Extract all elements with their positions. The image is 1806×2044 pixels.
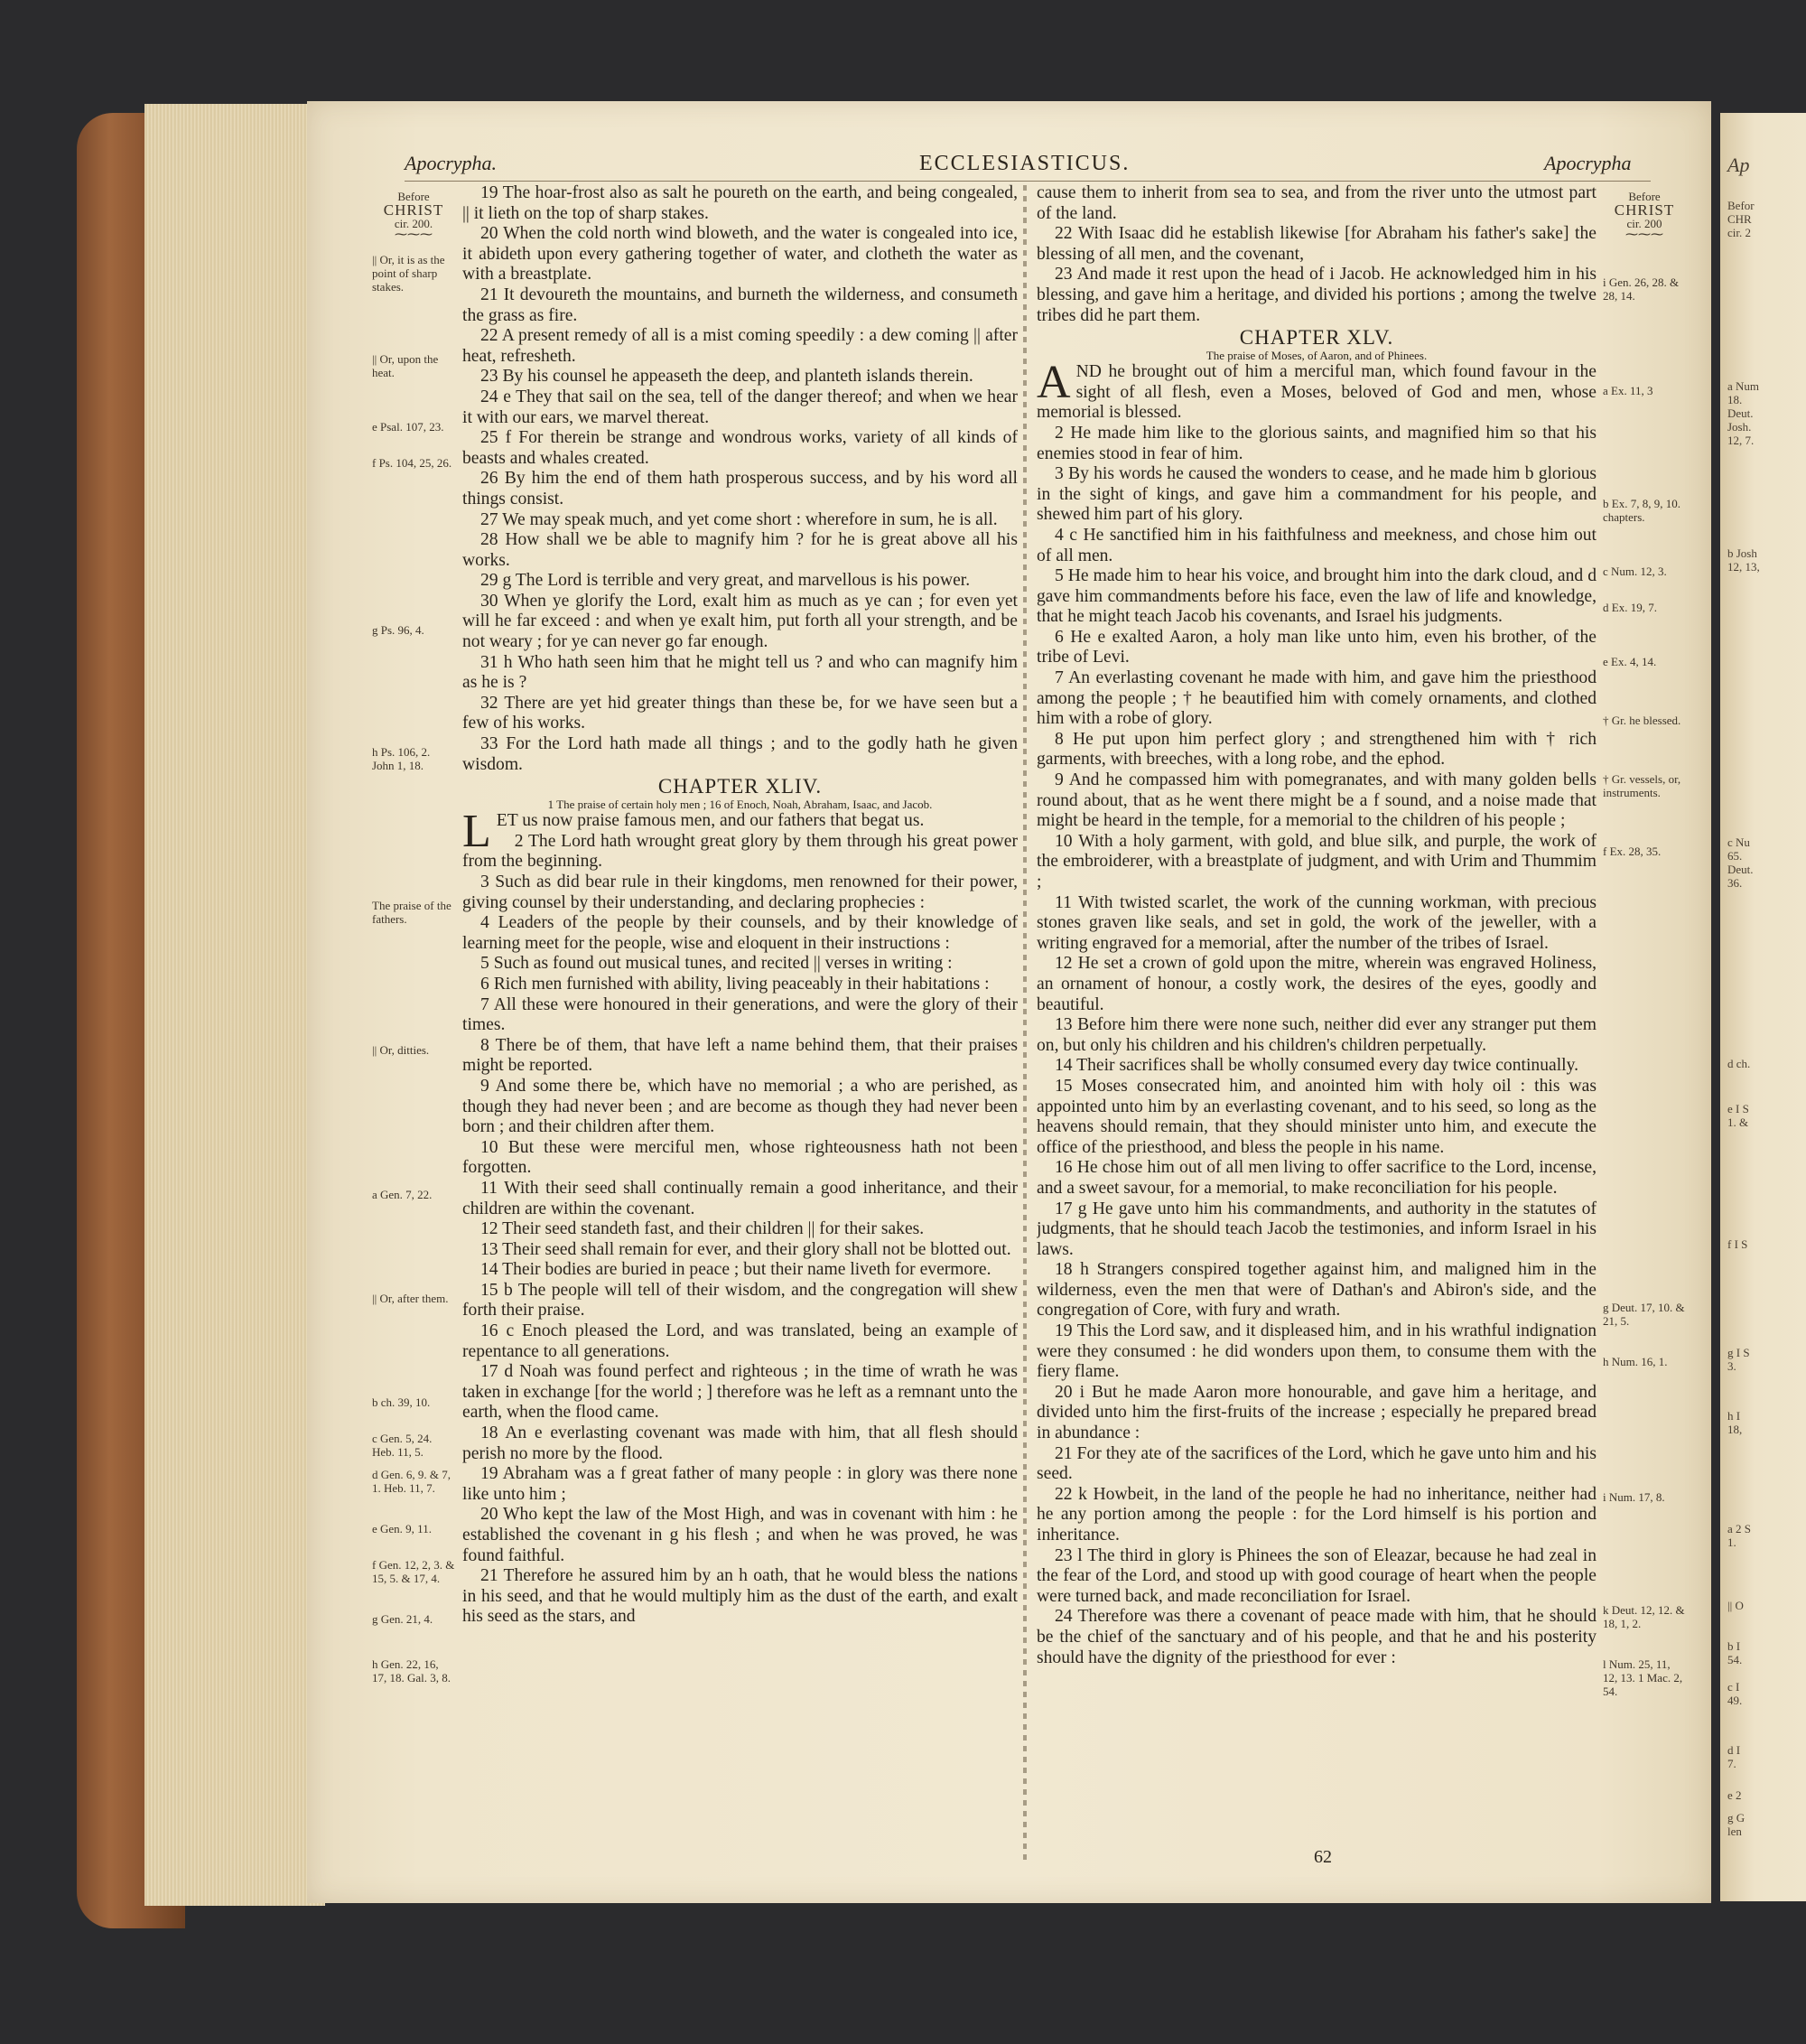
running-head-left: Apocrypha. — [405, 152, 498, 174]
margin-note: f Ps. 104, 25, 26. — [372, 456, 452, 470]
chapter-heading: CHAPTER XLIV. — [657, 775, 823, 798]
verse: 9 And he compassed him with pomegranates, and with many golden bells round about, that as he went there might be a f sound, and a noise made that might be heard in the temple, for a memorial to the children of his people ; — [1037, 770, 1597, 831]
margin-note: † Gr. he blessed. — [1603, 714, 1681, 727]
margin-note: e Gen. 9, 11. — [372, 1522, 432, 1535]
margin-note: † Gr. vessels, or, instruments. — [1603, 772, 1681, 799]
verse: 14 Their sacrifices shall be wholly consumed every day twice continually. — [1055, 1056, 1579, 1076]
verse: 21 It devoureth the mountains, and burneth the wilderness, and consumeth the grass as fire. — [462, 285, 1018, 325]
facing-page-fragment: 12, 13, — [1727, 560, 1760, 574]
running-head-title: ECCLESIASTICUS. — [919, 152, 1131, 175]
verse: 24 Therefore was there a covenant of peace made with him, that he should be the chief of the sanctuary and of his people, and that he and his posterity should have the dignity of the priesthood for ever : — [1037, 1607, 1597, 1667]
circa-label: cir. 200. — [394, 217, 433, 230]
facing-page-fragment: CHR — [1727, 212, 1752, 226]
chapter-summary: 1 The praise of certain holy men ; 16 of Enoch, Noah, Abraham, Isaac, and Jacob. — [547, 798, 933, 812]
verse: 30 When ye glorify the Lord, exalt him as much as ye can ; for even yet will he far exceed : and when ye exalt him, put forth all your strength, and be not weary ; for ye can never go far enough. — [462, 591, 1018, 652]
verse: 7 All these were honoured in their generations, and were the glory of their times. — [462, 994, 1018, 1035]
verse: 3 By his words he caused the wonders to cease, and he made him b glorious in the sight of kings, and gave him a commandment for his people, and shewed him part of his glory. — [1037, 464, 1597, 525]
margin-note: h Ps. 106, 2. John 1, 18. — [372, 745, 431, 772]
margin-note: h Num. 16, 1. — [1603, 1355, 1668, 1368]
facing-page-fragment: f I S — [1727, 1237, 1748, 1251]
left-margin-notes — [372, 190, 455, 1861]
verse: 16 He chose him out of all men living to offer sacrifice to the Lord, incense, and a sweet savour, for a memorial, to make reconciliation for his people. — [1037, 1158, 1597, 1198]
before-label: Before — [1628, 190, 1661, 203]
margin-note: k Deut. 12, 12. & 18, 1, 2. — [1603, 1603, 1685, 1630]
margin-note: e Ex. 4, 14. — [1603, 655, 1657, 668]
margin-note: || Or, upon the heat. — [372, 352, 439, 379]
margin-note: f Ex. 28, 35. — [1603, 845, 1662, 858]
verse: 8 He put upon him perfect glory ; and strengthened him with † rich garments, with breeches, with a long robe, and the ephod. — [1037, 729, 1597, 770]
verse: 21 For they ate of the sacrifices of the Lord, which he gave unto him and his seed. — [1037, 1443, 1597, 1484]
verse: 2 He made him like to the glorious saints, and magnified him so that his enemies stood in fear of him. — [1037, 423, 1597, 463]
verse: 33 For the Lord hath made all things ; and to the godly hath he given wisdom. — [462, 734, 1018, 774]
verse: 17 g He gave unto him his commandments, and authority in the statutes of judgments, that he should teach Jacob the testimonies, and inform Israel in his laws. — [1037, 1199, 1597, 1259]
verse: 4 Leaders of the people by their counsels, and by their knowledge of learning meet for the people, wise and eloquent in their instructions : — [462, 913, 1018, 953]
margin-note: b Ex. 7, 8, 9, 10. chapters. — [1603, 497, 1680, 524]
facing-page-fragment: c Nu — [1727, 835, 1750, 849]
margin-note: e Psal. 107, 23. — [372, 420, 444, 434]
facing-page-fragment: Ap — [1727, 154, 1750, 176]
facing-page-fragment: d ch. — [1727, 1057, 1751, 1070]
facing-page-fragment: b Josh — [1727, 546, 1757, 560]
verse: 14 Their bodies are buried in peace ; but their name liveth for evermore. — [480, 1260, 991, 1280]
facing-page-fragment: Befor — [1727, 199, 1755, 212]
facing-page-fragment: 12, 7. — [1727, 434, 1755, 447]
margin-note: c Num. 12, 3. — [1603, 565, 1667, 578]
verse: 18 An e everlasting covenant was made with him, that all flesh should perish no more by the flood. — [462, 1423, 1018, 1463]
verse: 2 The Lord hath wrought great glory by them through his great power from the beginning. — [462, 831, 1018, 872]
facing-page-fragment: len — [1727, 1825, 1742, 1838]
verse: 22 With Isaac did he establish likewise [for Abraham his father's sake] the blessing of all men, and the covenant, — [1037, 224, 1597, 264]
header-rule — [405, 181, 1651, 182]
margin-note: a Ex. 11, 3 — [1603, 384, 1653, 397]
facing-page-fragment: 65. — [1727, 849, 1743, 863]
verse: 15 b The people will tell of their wisdom, and the congregation will shew forth their praise. — [462, 1280, 1018, 1321]
facing-page-fragment: b I — [1727, 1639, 1741, 1653]
verse: 21 Therefore he assured him by an h oath, that he would bless the nations in his seed, and that he would multiply him as the dust of the earth, and exalt his seed as the stars, and — [462, 1566, 1018, 1627]
margin-note: || Or, after them. — [372, 1292, 449, 1305]
verse: 9 And some there be, which have no memorial ; a who are perished, as though they had never been ; and are become as though they had never been born ; and their children after them. — [462, 1076, 1018, 1137]
facing-page-fragment: a Num — [1727, 379, 1760, 393]
verse: 11 With twisted scarlet, the work of the cunning workman, with precious stones graven like seals, and set in gold, the work of the jeweller, with a writing engraved for a memorial, after the number of the tribes of Israel. — [1037, 892, 1597, 953]
facing-page-fragment: 36. — [1727, 876, 1743, 890]
column-divider — [1023, 185, 1027, 1861]
verse: 13 Their seed shall remain for ever, and their glory shall not be blotted out. — [480, 1239, 1011, 1259]
verse: 27 We may speak much, and yet come short : wherefore in sum, he is all. — [480, 509, 998, 529]
verse: 10 With a holy garment, with gold, and blue silk, and purple, the work of the embroiderer, with a breastplate of judgment, and with Urim and Thummim ; — [1037, 831, 1597, 891]
verse: AND he brought out of him a merciful man, which found favour in the sight of all flesh, even a Moses, beloved of God and men, whose memorial is blessed. — [1037, 357, 1597, 423]
facing-page-fragment: 1. — [1727, 1535, 1736, 1549]
verse: 28 How shall we be able to magnify him ? for he is great above all his works. — [462, 530, 1018, 570]
verse: 24 e They that sail on the sea, tell of the danger thereof; and when we hear it with our ears, we marvel thereat. — [462, 387, 1018, 427]
facing-page-fragment: e 2 — [1727, 1788, 1742, 1802]
facing-page-fragment: e I S — [1727, 1102, 1749, 1115]
christ-label: CHRIST — [1614, 201, 1675, 219]
facing-page-fragment: c I — [1727, 1680, 1740, 1694]
margin-note: f Gen. 12, 2, 3. & 15, 5. & 17, 4. — [372, 1558, 455, 1585]
chapter-heading: CHAPTER XLV. — [1239, 326, 1394, 350]
verse: 11 With their seed shall continually remain a good inheritance, and their children are within the covenant. — [462, 1178, 1018, 1218]
facing-page-fragment: 49. — [1727, 1694, 1743, 1707]
verse: 22 A present remedy of all is a mist coming speedily : a dew coming || after heat, refresheth. — [462, 326, 1018, 366]
verse: 3 Such as did bear rule in their kingdoms, men renowned for their power, giving counsel by their understanding, and declaring prophecies : — [462, 873, 1018, 912]
verse: 18 h Strangers conspired together against him, and maligned him in the wilderness, even the men that were of Dathan's and Abiron's side, and the congregation of Core, with fury and wrath. — [1037, 1260, 1597, 1321]
facing-page-fragment: Josh. — [1727, 420, 1752, 434]
verse: 23 And made it rest upon the head of i Jacob. He acknowledged him in his blessing, and gave him a heritage, and divided his portions ; among the twelve tribes did he part them. — [1037, 265, 1597, 325]
right-margin-notes — [1603, 190, 1686, 1861]
margin-note: b ch. 39, 10. — [372, 1395, 431, 1409]
verse: 25 f For therein be strange and wondrous works, variety of all kinds of beasts and whales created. — [462, 428, 1018, 468]
christ-label: CHRIST — [383, 201, 444, 219]
left-text-column — [462, 183, 1018, 1865]
chapter-summary: The praise of Moses, of Aaron, and of Phinees. — [1206, 349, 1428, 363]
facing-page-fragment: g G — [1727, 1811, 1745, 1825]
margin-note: d Ex. 19, 7. — [1603, 601, 1657, 614]
running-head-right: Apocrypha — [1544, 152, 1632, 174]
verse: 23 l The third in glory is Phinees the son of Eleazar, because he had zeal in the fear of the Lord, and stood up with good courage of heart when the people were turned back, and made reconciliation for Israel. — [1037, 1545, 1597, 1606]
verse: 8 There be of them, that have left a name behind them, that their praises might be reported. — [462, 1035, 1018, 1076]
verse: 10 But these were merciful men, whose righteousness hath not been forgotten. — [462, 1137, 1018, 1178]
verse: 6 He e exalted Aaron, a holy man like unto him, even his brother, of the tribe of Levi. — [1037, 627, 1597, 667]
ornament-icon: ⁓⁓⁓ — [1625, 229, 1663, 242]
verse: 19 The hoar-frost also as salt he poureth on the earth, and being congealed, || it lieth on the top of sharp stakes. — [462, 183, 1018, 223]
verse: 19 This the Lord saw, and it displeased him, and in his wrathful indignation were they consumed : he did wonders upon them, to consume them with the fiery flame. — [1037, 1321, 1597, 1382]
facing-page-fragment: a 2 S — [1727, 1522, 1751, 1535]
verse: 26 By him the end of them hath prosperous success, and by his word all things consist. — [462, 469, 1018, 509]
verse: 7 An everlasting covenant he made with him, and gave him the priesthood among the people ; † he beautified him with comely ornaments, and clothed him with a robe of glory. — [1037, 668, 1597, 729]
facing-page-fragment: 7. — [1727, 1757, 1736, 1770]
margin-note: g Deut. 17, 10. & 21, 5. — [1603, 1301, 1685, 1328]
facing-page-edge — [1720, 113, 1806, 1901]
page-block-edges — [144, 104, 325, 1906]
margin-note: || Or, ditties. — [372, 1043, 430, 1057]
verse: 20 Who kept the law of the Most High, and was in covenant with him : he established the covenant in g his flesh ; and when he was proved, he was found faithful. — [462, 1505, 1018, 1565]
facing-page-fragment: 3. — [1727, 1359, 1736, 1373]
margin-note: h Gen. 22, 16, 17, 18. Gal. 3, 8. — [372, 1657, 452, 1685]
circa-label: cir. 200 — [1626, 217, 1662, 230]
facing-page-fragment: d I — [1727, 1743, 1741, 1757]
facing-page-fragment: h I — [1727, 1409, 1741, 1423]
margin-note: l Num. 25, 11, 12, 13. 1 Mac. 2, 54. — [1603, 1657, 1683, 1698]
verse: 20 When the cold north wind bloweth, and the water is congealed into ice, it abideth upon every gathering together of water, and clotheth the water as with a breastplate. — [462, 224, 1018, 285]
margin-note: g Gen. 21, 4. — [372, 1612, 433, 1626]
margin-note: The praise of the fathers. — [372, 899, 452, 926]
facing-page-fragment: 18, — [1727, 1423, 1743, 1436]
facing-page-fragment: 54. — [1727, 1653, 1743, 1666]
facing-page-fragment: Deut. — [1727, 863, 1754, 876]
verse: 4 c He sanctified him in his faithfulness and meekness, and chose him out of all men. — [1037, 525, 1597, 565]
page-number: 62 — [1314, 1847, 1332, 1867]
margin-note: || Or, it is as the point of sharp stakes. — [372, 253, 445, 294]
verse: 31 h Who hath seen him that he might tell us ? and who can magnify him as he is ? — [462, 652, 1018, 693]
ornament-icon: ⁓⁓⁓ — [395, 229, 433, 242]
verse: 23 By his counsel he appeaseth the deep, and planteth islands therein. — [480, 367, 973, 387]
margin-note: g Ps. 96, 4. — [372, 623, 424, 637]
before-label: Before — [397, 190, 430, 203]
margin-note: i Num. 17, 8. — [1603, 1490, 1665, 1504]
verse: 32 There are yet hid greater things than these be, for we have seen but a few of his works. — [462, 693, 1018, 733]
verse: 12 Their seed standeth fast, and their children || for their sakes. — [480, 1219, 925, 1239]
verse: 13 Before him there were none such, neither did ever any stranger put them on, but only his children and his children's children perpetually. — [1037, 1015, 1597, 1055]
facing-page-fragment: Deut. — [1727, 406, 1754, 420]
before-christ-right — [1603, 190, 1686, 241]
facing-page-fragment: cir. 2 — [1727, 226, 1751, 239]
verse: 22 k Howbeit, in the land of the people he had no inheritance, neither had he any portion among the people : for the Lord himself is his portion and inheritance. — [1037, 1484, 1597, 1545]
verse: 5 He made him to hear his voice, and brought him into the dark cloud, and d gave him commandments before his face, even the law of life and knowledge, that he might teach Jacob his covenants, and Israel his judgments. — [1037, 566, 1597, 627]
verse: 12 He set a crown of gold upon the mitre, wherein was engraved Holiness, an ornament of honour, a costly work, the desires of the eyes, goodly and beautiful. — [1037, 954, 1597, 1014]
verse: 20 i But he made Aaron more honourable, and gave him a heritage, and divided unto him the first-fruits of the increase ; especially he prepared bread in abundance : — [1037, 1382, 1597, 1443]
verse: 15 Moses consecrated him, and anointed him with holy oil : this was appointed unto him by an everlasting covenant, and to his seed, so long as the heavens should remain, that they should minister unto him, and execute the office of the priesthood, and bless the people in his name. — [1037, 1076, 1597, 1157]
verse: 6 Rich men furnished with ability, living peaceably in their habitations : — [480, 974, 990, 994]
facing-page-fragment: g I S — [1727, 1346, 1750, 1359]
facing-page-fragment: || O — [1727, 1599, 1744, 1612]
verse: 19 Abraham was a f great father of many people : in glory was there none like unto him ; — [462, 1464, 1018, 1504]
verse: 16 c Enoch pleased the Lord, and was translated, being an example of repentance to all generations. — [462, 1321, 1018, 1361]
verse: LET us now praise famous men, and our fathers that begat us. — [462, 806, 925, 858]
facing-page-fragment: 1. & — [1727, 1115, 1749, 1129]
margin-note: a Gen. 7, 22. — [372, 1188, 433, 1201]
verse: 17 d Noah was found perfect and righteous ; in the time of wrath he was taken in exchange [for the world ; ] therefore was he left as a remnant unto the earth, when the flood came. — [462, 1362, 1018, 1423]
margin-note: c Gen. 5, 24. Heb. 11, 5. — [372, 1432, 433, 1459]
verse: cause them to inherit from sea to sea, and from the river unto the utmost part of the land. — [1037, 183, 1597, 223]
right-text-column — [1037, 183, 1597, 1865]
verse: 5 Such as found out musical tunes, and recited || verses in writing : — [480, 954, 953, 974]
before-christ-left — [372, 190, 455, 241]
margin-note: i Gen. 26, 28. & 28, 14. — [1603, 275, 1680, 303]
margin-note: d Gen. 6, 9. & 7, 1. Heb. 11, 7. — [372, 1468, 452, 1495]
verse: 29 g The Lord is terrible and very great, and marvellous is his power. — [480, 571, 971, 591]
facing-page-fragment: 18. — [1727, 393, 1743, 406]
